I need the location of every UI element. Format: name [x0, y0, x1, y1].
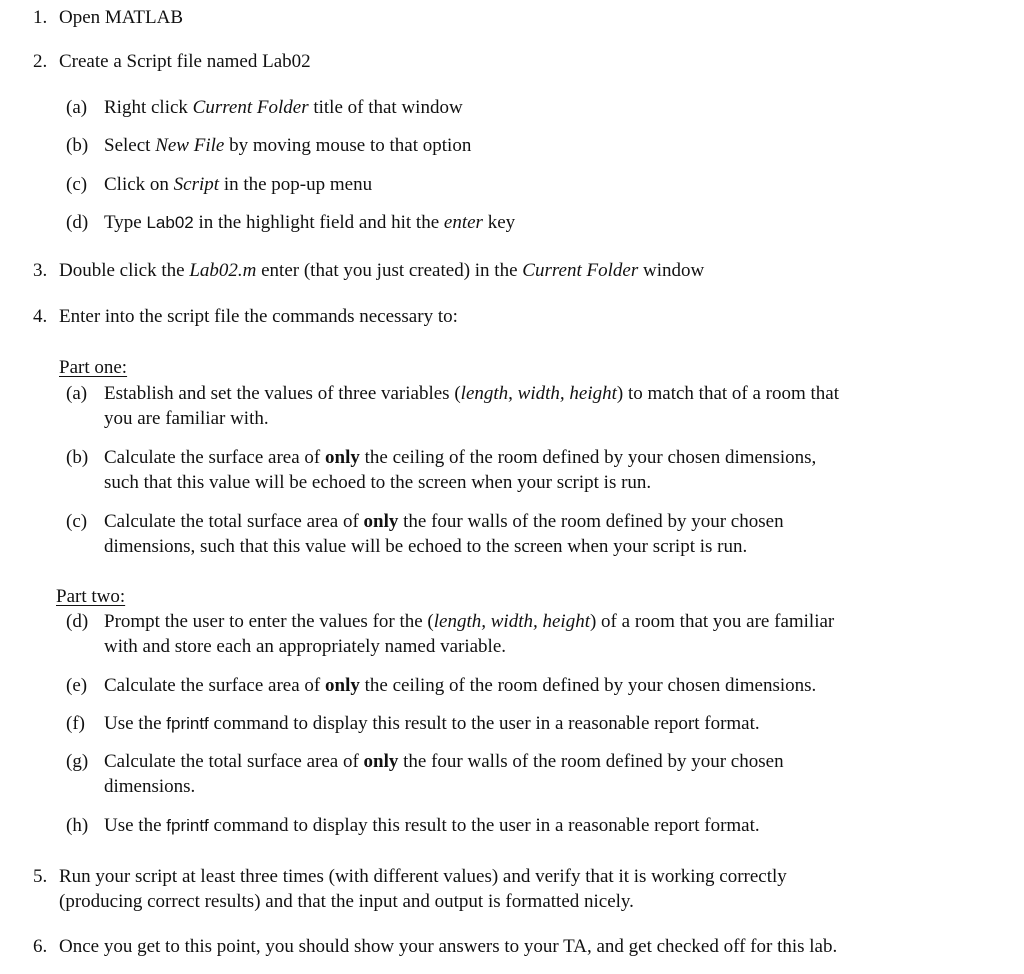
step-4g-line1: Calculate the total surface area of only the four walls of the room defined by your chosen: [104, 751, 784, 772]
step-4f-label: (f): [66, 713, 85, 734]
step-4d-line1: Prompt the user to enter the values for the (length, width, height) of a room that you are familiar: [104, 611, 835, 632]
step-4h-label: (h): [66, 815, 89, 836]
step-4b-line1: Calculate the surface area of only the ceiling of the room defined by your chosen dimensions,: [104, 447, 817, 468]
step-4a-line1: Establish and set the values of three variables (length, width, height) to match that of a room that: [104, 383, 840, 404]
step-4c-line2: dimensions, such that this value will be echoed to the screen when your script is run.: [104, 536, 748, 557]
step-1-text: Open MATLAB: [59, 7, 184, 28]
step-4a-line2: you are familiar with.: [104, 408, 269, 429]
step-5-number: 5.: [33, 866, 48, 887]
step-4c-line1: Calculate the total surface area of only the four walls of the room defined by your chosen: [104, 511, 784, 532]
part-two-heading: Part two:: [56, 586, 126, 607]
step-2c-text: Click on Script in the pop-up menu: [104, 174, 373, 195]
step-1-number: 1.: [33, 7, 48, 28]
step-4b-line2: such that this value will be echoed to the screen when your script is run.: [104, 472, 652, 493]
step-4g-label: (g): [66, 751, 89, 772]
step-3-text: Double click the Lab02.m enter (that you just created) in the Current Folder window: [59, 260, 705, 281]
step-6-text: Once you get to this point, you should show your answers to your TA, and get checked off for this lab.: [59, 936, 838, 957]
part-one-heading: Part one:: [59, 357, 128, 378]
step-2-text: Create a Script file named Lab02: [59, 51, 311, 72]
step-5-line1: Run your script at least three times (with different values) and verify that it is working correctly: [59, 866, 787, 887]
step-2-number: 2.: [33, 51, 48, 72]
step-4-text: Enter into the script file the commands necessary to:: [59, 306, 458, 327]
step-2a-label: (a): [66, 97, 88, 118]
step-6-number: 6.: [33, 936, 48, 957]
step-4b-label: (b): [66, 447, 89, 468]
step-4g-line2: dimensions.: [104, 776, 196, 797]
step-2d-label: (d): [66, 212, 89, 233]
step-2b-text: Select New File by moving mouse to that option: [104, 135, 472, 156]
step-4c-label: (c): [66, 511, 88, 532]
step-5-line2: (producing correct results) and that the input and output is formatted nicely.: [59, 891, 634, 912]
step-4f-text: Use the fprintf command to display this result to the user in a reasonable report format.: [104, 713, 760, 734]
step-2a-text: Right click Current Folder title of that window: [104, 97, 463, 118]
step-2b-label: (b): [66, 135, 89, 156]
step-2d-text: Type Lab02 in the highlight field and hit the enter key: [104, 212, 516, 233]
step-4d-line2: with and store each an appropriately named variable.: [104, 636, 506, 657]
step-4d-label: (d): [66, 611, 89, 632]
step-2c-label: (c): [66, 174, 88, 195]
step-4e-text: Calculate the surface area of only the ceiling of the room defined by your chosen dimensions.: [104, 675, 817, 696]
step-4h-text: Use the fprintf command to display this result to the user in a reasonable report format.: [104, 815, 760, 836]
step-4e-label: (e): [66, 675, 88, 696]
step-4-number: 4.: [33, 306, 48, 327]
step-3-number: 3.: [33, 260, 48, 281]
step-4a-label: (a): [66, 383, 88, 404]
